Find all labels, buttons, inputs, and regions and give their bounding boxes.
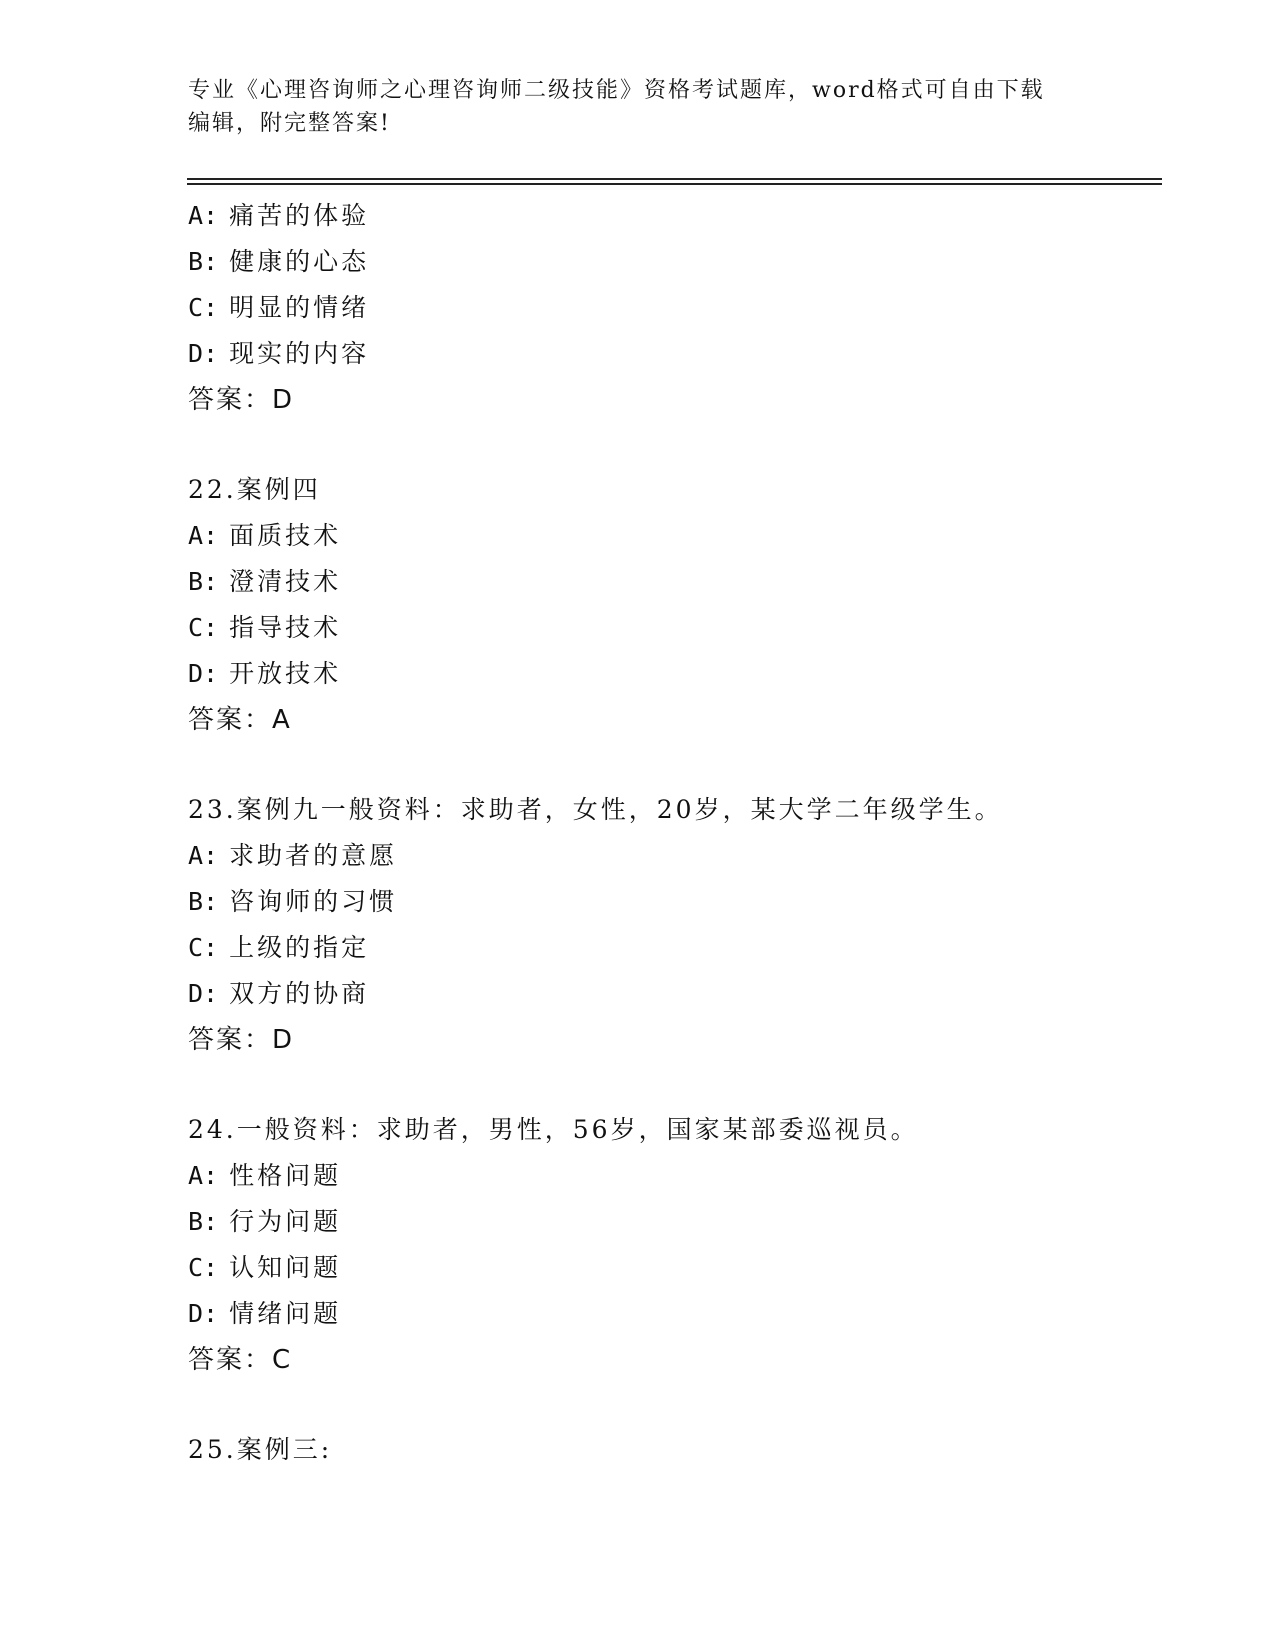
option-a: A: 求助者的意愿 — [188, 841, 398, 870]
document-header — [188, 74, 1088, 140]
option-b: B: 澄清技术 — [188, 567, 342, 596]
question-block — [188, 787, 1148, 1063]
option-d: D: 情绪问题 — [188, 1299, 342, 1328]
question-title: 23.案例九一般资料：求助者，女性，20岁，某大学二年级学生。 — [188, 795, 1003, 824]
header-line-1: 专业《心理咨询师之心理咨询师二级技能》资格考试题库，word格式可自由下载 — [188, 78, 1045, 103]
header-divider-bottom — [187, 183, 1162, 185]
header-line-2: 编辑，附完整答案! — [188, 111, 391, 136]
question-list — [188, 193, 1148, 1473]
answer-line: 答案：D — [188, 385, 295, 415]
question-block — [188, 1427, 1148, 1473]
option-d: D: 现实的内容 — [188, 339, 370, 368]
question-title: 22.案例四 — [188, 475, 321, 504]
option-c: C: 上级的指定 — [188, 933, 370, 962]
question-title: 24.一般资料：求助者，男性，56岁，国家某部委巡视员。 — [188, 1115, 919, 1144]
answer-line: 答案：D — [188, 1025, 295, 1055]
option-b: B: 咨询师的习惯 — [188, 887, 398, 916]
question-block — [188, 1107, 1148, 1383]
header-divider-top — [187, 178, 1162, 180]
answer-line: 答案：C — [188, 1345, 293, 1375]
option-c: C: 明显的情绪 — [188, 293, 370, 322]
option-c: C: 指导技术 — [188, 613, 342, 642]
option-a: A: 面质技术 — [188, 521, 342, 550]
option-a: A: 性格问题 — [188, 1161, 342, 1190]
answer-line: 答案：A — [188, 705, 292, 735]
option-b: B: 行为问题 — [188, 1207, 342, 1236]
option-a: A: 痛苦的体验 — [188, 201, 370, 230]
option-b: B: 健康的心态 — [188, 247, 370, 276]
option-d: D: 开放技术 — [188, 659, 342, 688]
option-d: D: 双方的协商 — [188, 979, 370, 1008]
question-block — [188, 467, 1148, 743]
question-title: 25.案例三: — [188, 1435, 333, 1464]
option-c: C: 认知问题 — [188, 1253, 342, 1282]
question-block — [188, 193, 1148, 423]
